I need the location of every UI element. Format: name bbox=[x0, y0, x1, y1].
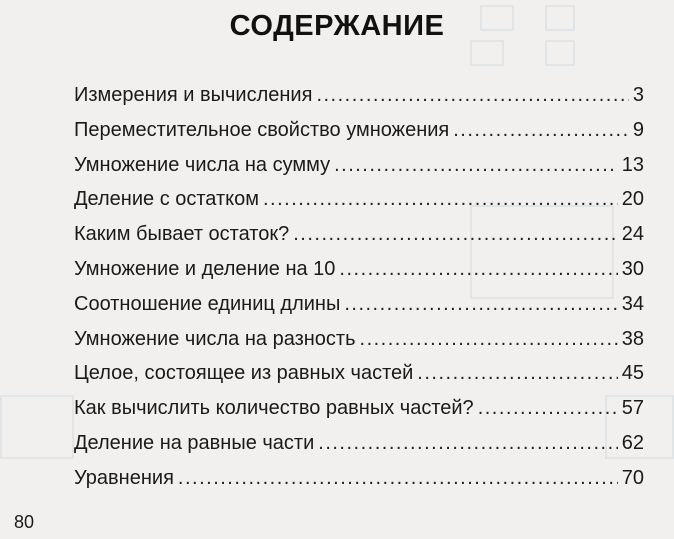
toc-entry[interactable] bbox=[74, 432, 644, 467]
toc-entry-page: 3 bbox=[632, 84, 644, 106]
toc-entry-title: Деление с остатком bbox=[74, 188, 259, 211]
toc-entry[interactable] bbox=[74, 258, 644, 293]
toc-entry[interactable] bbox=[74, 362, 644, 397]
toc-entry-page: 62 bbox=[621, 431, 644, 454]
toc-entry-title: Умножение числа на сумму bbox=[74, 153, 331, 176]
toc-entry-page: 13 bbox=[621, 153, 644, 176]
toc-entry[interactable] bbox=[74, 154, 644, 189]
toc-entry-page: 20 bbox=[621, 188, 644, 211]
bleed-through-box bbox=[470, 40, 504, 66]
bleed-through-box bbox=[545, 40, 575, 66]
toc-entry-page: 70 bbox=[621, 466, 644, 489]
toc-entry-page: 57 bbox=[621, 397, 644, 420]
dot-leader bbox=[339, 258, 617, 281]
toc-entry[interactable] bbox=[74, 84, 644, 119]
toc-entry[interactable] bbox=[74, 328, 644, 363]
toc-entry[interactable] bbox=[74, 397, 644, 432]
toc-entry-page: 24 bbox=[621, 223, 644, 246]
bleed-through-grid bbox=[0, 395, 74, 459]
dot-leader bbox=[334, 154, 618, 177]
dot-leader bbox=[360, 328, 618, 351]
toc-entry-title: Уравнения bbox=[74, 466, 174, 489]
dot-leader bbox=[263, 188, 618, 211]
toc-entry-title: Соотношение единиц длины bbox=[74, 292, 341, 315]
page-number: 80 bbox=[14, 512, 35, 532]
dot-leader bbox=[453, 119, 629, 142]
toc-entry-page: 34 bbox=[621, 292, 644, 315]
toc-entry-page: 38 bbox=[621, 327, 644, 350]
toc-entry-page: 45 bbox=[621, 362, 644, 385]
toc-entry[interactable] bbox=[74, 188, 644, 223]
toc-entry-title: Целое, состоящее из равных частей bbox=[74, 362, 414, 385]
page-title: СОДЕРЖАНИЕ bbox=[229, 10, 445, 42]
toc-entry-page: 30 bbox=[621, 257, 644, 280]
dot-leader bbox=[417, 362, 617, 385]
dot-leader bbox=[178, 467, 618, 490]
toc-entry-page: 9 bbox=[632, 118, 644, 141]
dot-leader bbox=[344, 293, 617, 316]
toc-entry-title: Умножение и деление на 10 bbox=[74, 257, 336, 280]
toc-entry-title: Каким бывает остаток? bbox=[74, 223, 290, 246]
toc-entry-title: Измерения и вычисления bbox=[74, 84, 313, 106]
toc-entry-title: Как вычислить количество равных частей? bbox=[74, 397, 474, 420]
toc-entry-title: Деление на равные части bbox=[74, 431, 315, 454]
dot-leader bbox=[316, 84, 628, 107]
toc-entry-title: Переместительное свойство умножения bbox=[74, 118, 450, 141]
toc-entry[interactable] bbox=[74, 293, 644, 328]
dot-leader bbox=[478, 397, 618, 420]
toc-entry[interactable] bbox=[74, 119, 644, 154]
toc-entry-title: Умножение числа на разность bbox=[74, 327, 356, 350]
table-of-contents bbox=[74, 84, 644, 502]
toc-entry[interactable] bbox=[74, 467, 644, 502]
dot-leader bbox=[293, 223, 618, 246]
toc-entry[interactable] bbox=[74, 223, 644, 258]
dot-leader bbox=[318, 432, 617, 455]
